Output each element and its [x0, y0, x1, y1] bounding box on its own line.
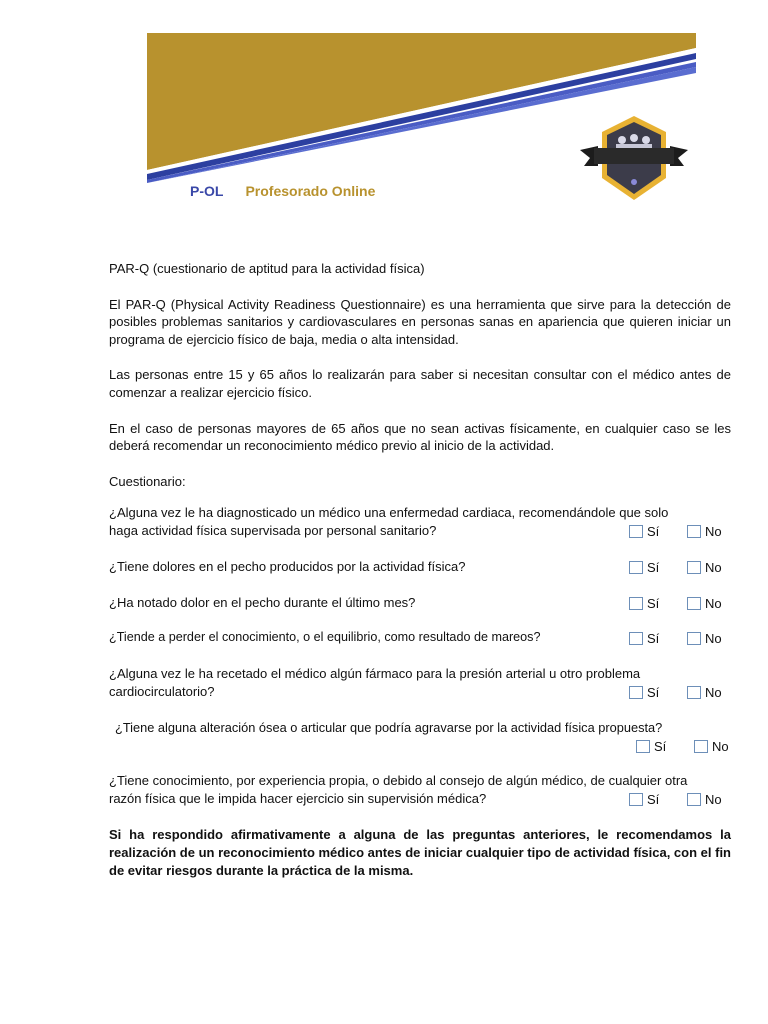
team-badge-icon: [580, 114, 688, 204]
question-text: ¿Ha notado dolor en el pecho durante el último mes?: [109, 595, 416, 610]
yes-checkbox[interactable]: [629, 597, 643, 610]
yes-option[interactable]: [629, 630, 669, 648]
no-label: No: [705, 524, 722, 539]
no-label: No: [705, 560, 722, 575]
yes-option[interactable]: [629, 791, 669, 809]
yes-label: Sí: [654, 739, 667, 754]
yes-checkbox[interactable]: [636, 740, 650, 753]
yes-label: Sí: [647, 792, 660, 807]
no-checkbox[interactable]: [694, 740, 708, 753]
yes-option[interactable]: [629, 684, 669, 702]
no-label: No: [705, 685, 722, 700]
yes-checkbox[interactable]: [629, 525, 643, 538]
question-text: ¿Tiene alguna alteración ósea o articular que podría agravarse por la actividad física propuesta?: [115, 720, 663, 735]
no-option[interactable]: [687, 523, 727, 541]
yes-label: Sí: [647, 596, 660, 611]
no-label: No: [705, 631, 722, 646]
yes-label: Sí: [647, 524, 660, 539]
question-item: [109, 772, 731, 807]
question-text: ¿Tiene dolores en el pecho producidos por la actividad física?: [109, 559, 466, 574]
answer-options: [629, 630, 745, 648]
question-text: ¿Tiende a perder el conocimiento, o el equilibrio, como resultado de mareos?: [109, 630, 541, 644]
question-item: [109, 719, 731, 754]
no-checkbox[interactable]: [687, 632, 701, 645]
age-paragraph: Las personas entre 15 y 65 años lo realizarán para saber si necesitan consultar con el médico antes de comenzar a realizar ejercicio físico.: [109, 367, 731, 400]
answer-options: [629, 595, 745, 613]
question-item: [109, 504, 731, 539]
no-label: No: [705, 792, 722, 807]
no-option[interactable]: [687, 791, 727, 809]
yes-label: Sí: [647, 560, 660, 575]
yes-option[interactable]: [629, 523, 669, 541]
answer-options: [629, 684, 745, 702]
no-checkbox[interactable]: [687, 793, 701, 806]
question-item: [109, 665, 731, 700]
no-option[interactable]: [687, 559, 727, 577]
no-option[interactable]: [694, 738, 734, 756]
no-option[interactable]: [687, 595, 727, 613]
brand-abbr: P-OL: [190, 183, 224, 199]
no-option[interactable]: [687, 684, 727, 702]
yes-checkbox[interactable]: [629, 793, 643, 806]
yes-label: Sí: [647, 685, 660, 700]
intro-paragraph: El PAR-Q (Physical Activity Readiness Questionnaire) es una herramienta que sirve para la detección de posibles problemas sanitarios y cardiovasculares en personas sanas en apariencia que quieren iniciar un programa de ejercicio físico de baja, media o alta intensidad.: [109, 296, 731, 347]
question-item: [109, 594, 731, 612]
yes-option[interactable]: [629, 595, 669, 613]
no-checkbox[interactable]: [687, 525, 701, 538]
answer-options: [629, 523, 745, 541]
no-checkbox[interactable]: [687, 597, 701, 610]
question-text: ¿Tiene conocimiento, por experiencia propia, o debido al consejo de algún médico, de cualquier otra razón física que le impida hacer ejercicio sin supervisión médica?: [109, 773, 688, 806]
answer-options: [629, 559, 745, 577]
answer-options: [636, 738, 752, 756]
yes-checkbox[interactable]: [629, 686, 643, 699]
brand: [190, 183, 375, 199]
yes-checkbox[interactable]: [629, 561, 643, 574]
question-item: [109, 629, 731, 647]
elderly-paragraph: En el caso de personas mayores de 65 años que no sean activas físicamente, en cualquier caso se les deberá recomendar un reconocimiento médico previo al inicio de la actividad.: [109, 420, 731, 454]
section-label: Cuestionario:: [109, 473, 186, 489]
brand-name: Profesorado Online: [245, 183, 376, 199]
question-text: ¿Alguna vez le ha diagnosticado un médico una enfermedad cardiaca, recomendándole que solo haga actividad física supervisada por personal sanitario?: [109, 505, 669, 538]
question-item: [109, 558, 731, 576]
no-option[interactable]: [687, 630, 727, 648]
yes-label: Sí: [647, 631, 660, 646]
document-body: [109, 260, 731, 878]
conclusion-text: Si ha respondido afirmativamente a alguna de las preguntas anteriores, le recomendamos la realización de un reconocimiento médico antes de iniciar cualquier tipo de actividad física, con el fin de evitar riesgos durante la práctica de la misma.: [109, 827, 731, 878]
document-title: PAR-Q (cuestionario de aptitud para la actividad física): [109, 261, 425, 276]
no-checkbox[interactable]: [687, 561, 701, 574]
yes-option[interactable]: [629, 559, 669, 577]
no-checkbox[interactable]: [687, 686, 701, 699]
no-label: No: [705, 596, 722, 611]
answer-options: [629, 791, 745, 809]
yes-option[interactable]: [636, 738, 676, 756]
question-text: ¿Alguna vez le ha recetado el médico algún fármaco para la presión arterial u otro problema cardiocirculatorio?: [109, 666, 641, 699]
yes-checkbox[interactable]: [629, 632, 643, 645]
no-label: No: [712, 739, 729, 754]
